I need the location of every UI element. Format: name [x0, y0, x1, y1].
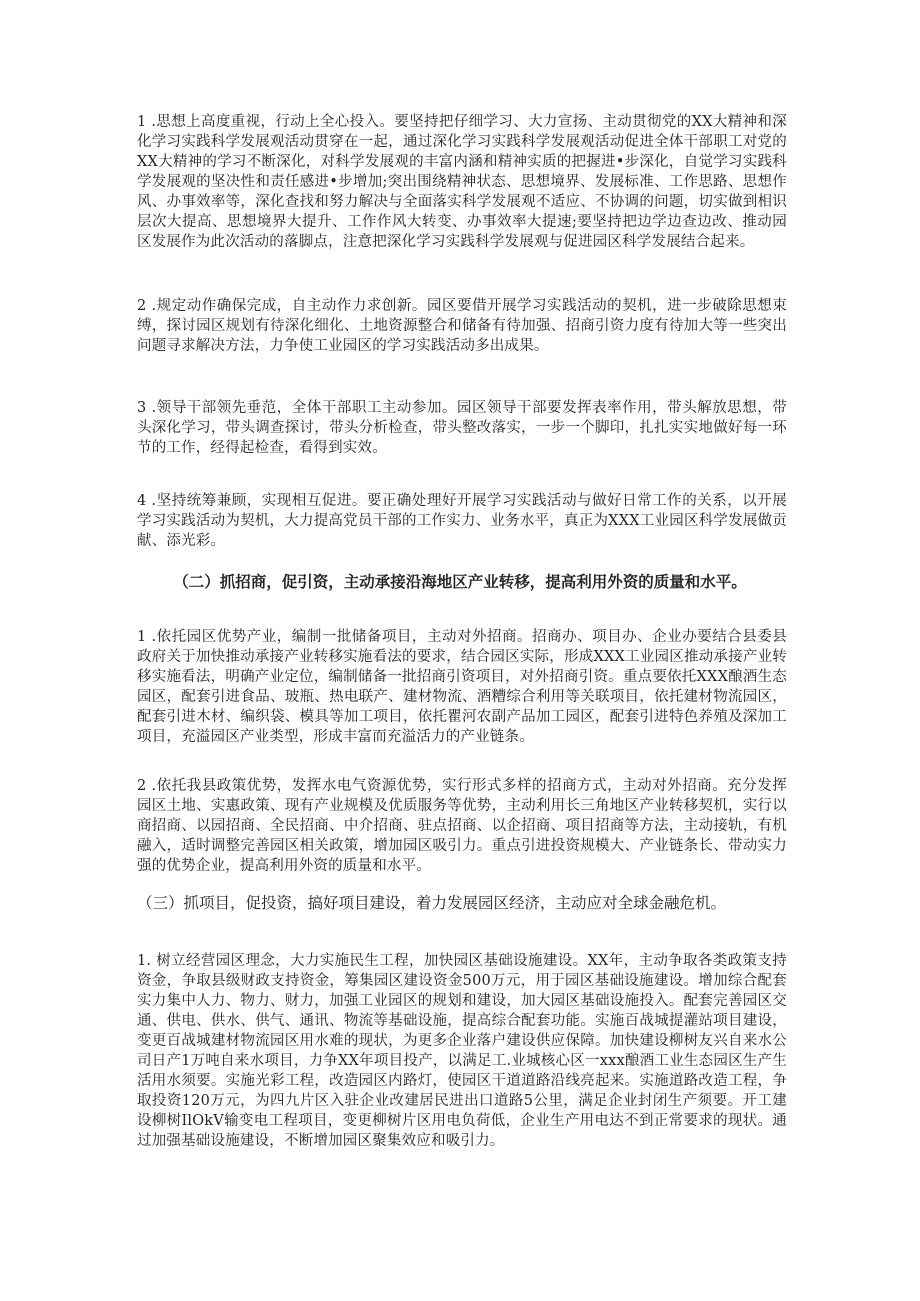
paragraph-6: 2 .依托我县政策优势，发挥水电气资源优势，实行形式多样的招商方式，主动对外招商。充分发挥园区土地、实惠政策、现有产业规模及优质服务等优势，主动利用长三角地区产业转移契机，实行以商招商、以园招商、全民招商、中介招商、驻点招商、以企招商、项目招商等方法，主动接轨，有机融入，适时调整完善园区相关政策，增加园区吸引力。重点引进投资规模大、产业链条长、带动实力强的优势企业，提高利用外资的质量和水平。 — [137, 778, 787, 874]
section-heading-3: （三）抓项目，促投资，搞好项目建设，着力发展园区经济，主动应对全球金融危机。 — [137, 894, 727, 912]
paragraph-2: 2 .规定动作确保完成，自主动作力求创新。园区要借开展学习实践活动的契机，进一步破除思想束缚，探讨园区规划有待深化细化、土地资源整合和储备有待加强、招商引资力度有待加大等一些突出问题寻求解决方法，力争使工业园区的学习实践活动多出成果。 — [137, 298, 787, 354]
section-heading-2: （二）抓招商，促引资，主动承接沿海地区产业转移，提高利用外资的质量和水平。 — [173, 572, 747, 591]
paragraph-1: 1 .思想上高度重视，行动上全心投入。要坚持把仔细学习、大力宣扬、主动贯彻党的XX大精神和深化学习实践科学发展观活动贯穿在一起，通过深化学习实践科学发展观活动促进全体干部职工对党的XX大精神的学习不断深化，对科学发展观的丰富内涵和精神实质的把握进•步深化，自觉学习实践科学发展观的坚决性和责任感进•步增加;突出围绕精神状态、思想境界、发展标准、工作思路、思想作风、办事效率等，深化查找和努力解决与全面落实科学发展观不适应、不协调的问题，切实做到相识层次大提高、思想境界大提升、工作作风大转变、办事效率大提速;要坚持把边学边查边改、推动园区发展作为此次活动的落脚点，注意把深化学习实践科学发展观与促进园区科学发展结合起来。 — [137, 114, 787, 250]
paragraph-3: 3 .领导干部领先垂范，全体干部职工主动参加。园区领导干部要发挥表率作用，带头解放思想，带头深化学习，带头调查探讨，带头分析检查，带头整改落实，一步一个脚印，扎扎实实地做好每一环节的工作，经得起检查，看得到实效。 — [137, 400, 787, 456]
paragraph-7: 1. 树立经营园区理念，大力实施民生工程，加快园区基础设施建设。XX年，主动争取各类政策支持资金，争取县级财政支持资金，筹集园区建设资金500万元，用于园区基础设施建设。增加综合配套实力集中人力、物力、财力，加强工业园区的规划和建设，加大园区基础设施投入。配套完善园区交通、供电、供水、供气、通讯、物流等基础设施，提高综合配套功能。实施百战城提灌站项目建设，变更百战城建材物流园区用水难的现状，为更多企业落户建设供应保障。加快建设柳树友兴自来水公司日产1万吨自来水项目，力争XX年项目投产，以满足工.业城核心区一xxx酿酒工业生态园区生产生活用水须要。实施光彩工程，改造园区内路灯，使园区干道道路沿线亮起来。实施道路改造工程，争取投资120万元，为四九片区入驻企业改建居民进出口道路5公里，满足企业封闭生产须要。开工建设柳树IlOkV输变电工程项目，变更柳树片区用电负荷低，企业生产用电达不到正常要求的现状。通过加强基础设施建设，不断增加园区聚集效应和吸引力。 — [137, 953, 787, 1149]
paragraph-4: 4 .坚持统筹兼顾，实现相互促进。要正确处理好开展学习实践活动与做好日常工作的关系，以开展学习实践活动为契机，大力提高党员干部的工作实力、业务水平，真正为XXX工业园区科学发展做贡献、添光彩。 — [137, 493, 787, 549]
paragraph-5: 1 .依托园区优势产业，编制一批储备项目，主动对外招商。招商办、项目办、企业办要结合县委县政府关于加快推动承接产业转移实施看法的要求，结合园区实际，形成XXX工业园区推动承接产业转移实施看法，明确产业定位，编制储备一批招商引资项目，对外招商引资。重点要依托XXX酿酒生态园区，配套引进食品、玻瓶、热电联产、建材物流、酒糟综合利用等关联项目，依托建材物流园区，配套引进木材、编织袋、模具等加工项目，依托瞿河农副产品加工园区，配套引进特色养殖及深加工项目，充溢园区产业类型，形成丰富而充溢活力的产业链条。 — [137, 629, 787, 745]
